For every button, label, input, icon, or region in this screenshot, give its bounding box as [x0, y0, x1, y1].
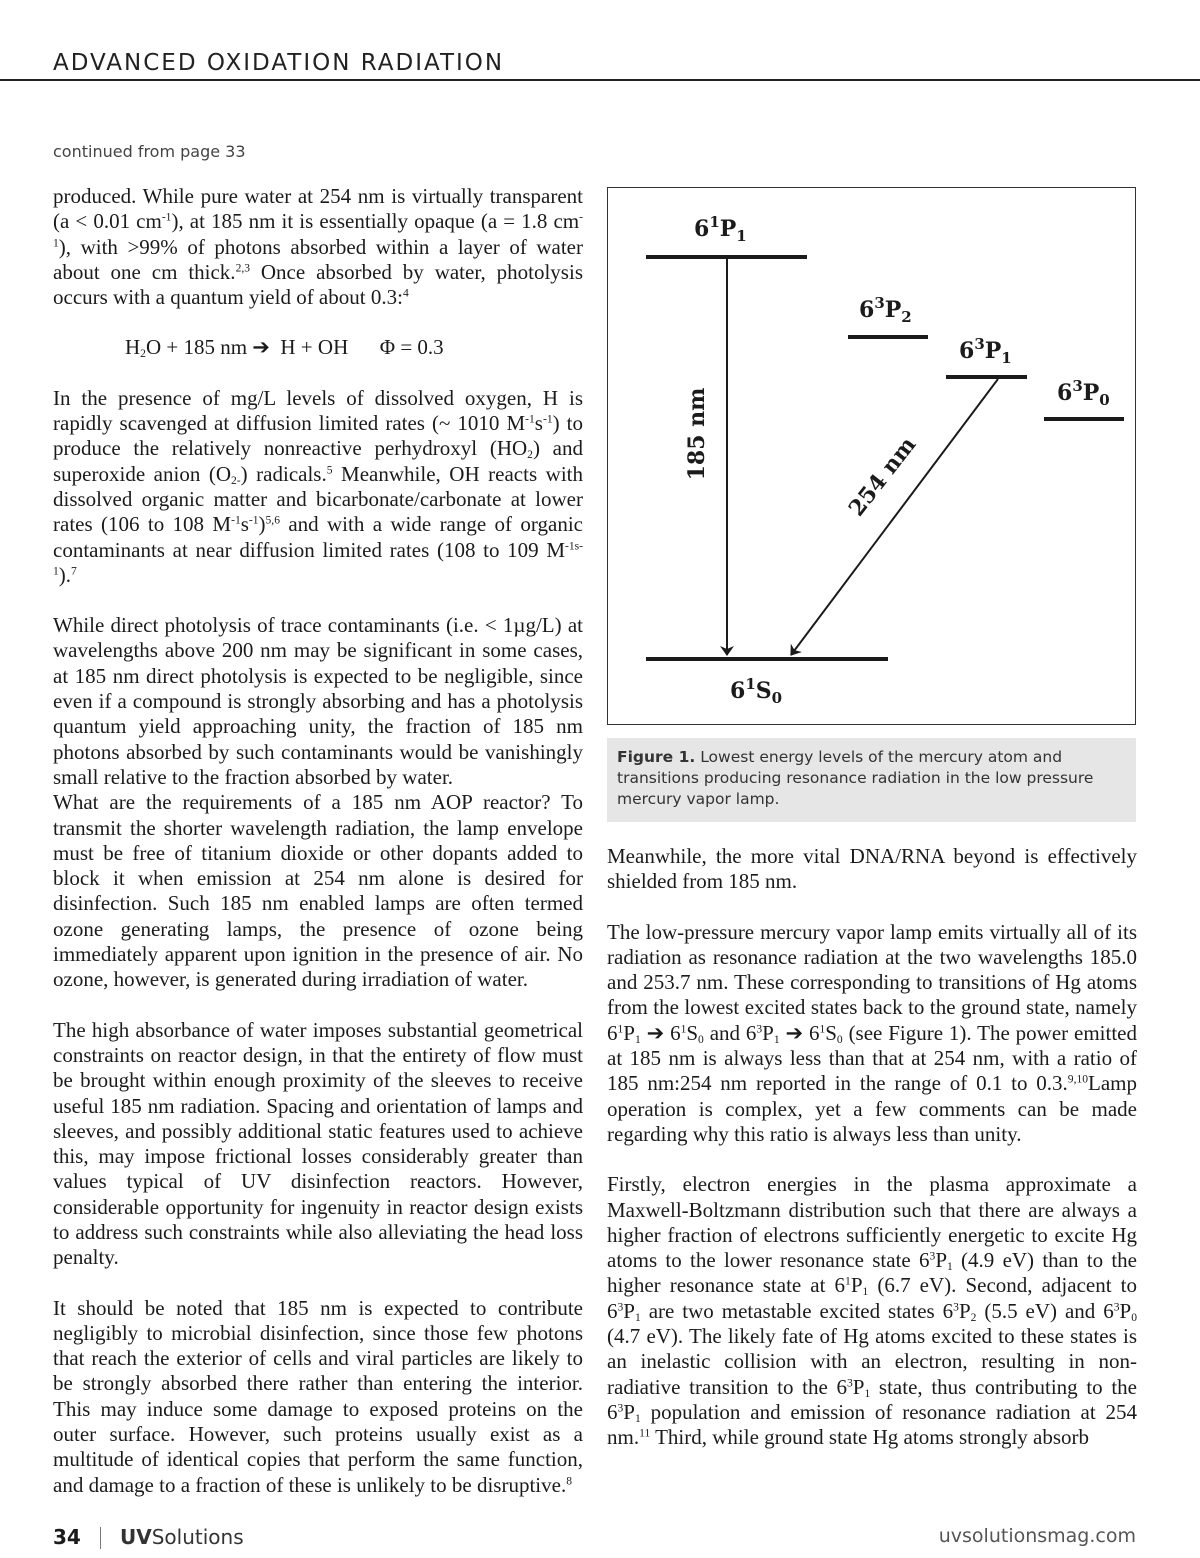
photolysis-equation: $H_2O + 185$ nm ➔ H + OH Φ = 0.3: [125, 335, 444, 361]
paragraph: The high absorbance of water imposes substantial geometrical constraints on reactor design, in that the entirety of flow must be brought within enough proximity of the sleeves to receive useful 185 nm radiation. Spacing and orientation of lamps and sleeves, and possibly additional static features used to achieve this, may impose frictional losses considerably greater than values typical of UV disinfection reactors. However, considerable opportunity for ingenuity in reactor design exists to address such constraints while also alleviating the head loss penalty.: [53, 1017, 583, 1270]
level-label-6-1p1: $6^1P_1$: [694, 213, 747, 245]
level-label-6-1s0: $6^1S_0$: [730, 675, 783, 707]
right-column: [607, 844, 1137, 1451]
publication-brand: UVSolutions: [120, 1525, 244, 1549]
section-header: ADVANCED OXIDATION RADIATION: [53, 50, 505, 76]
website-link[interactable]: uvsolutionsmag.com: [938, 1525, 1136, 1547]
header-rule: [0, 79, 1200, 81]
energy-level-diagram: [607, 187, 1136, 725]
level-label-6-3p0: $6^3P_0$: [1057, 377, 1110, 409]
paragraph: Meanwhile, the more vital DNA/RNA beyond is effectively shielded from 185 nm.: [607, 844, 1137, 894]
paragraph: While direct photolysis of trace contaminants (i.e. < 1µg/L) at wavelengths above 200 nm may be significant in some cases, at 185 nm direct photolysis is expected to be negligible, since even if a compound is strongly absorbing and has a photolysis quantum yield approaching unity, the fraction of 185 nm photons absorbed by such contaminants would be vanishingly small relative to the fraction absorbed by water.: [53, 613, 583, 789]
transition-label-185: 185 nm: [684, 387, 710, 481]
paragraph: What are the requirements of a 185 nm AOP reactor? To transmit the shorter wavelength radiation, the lamp envelope must be free of titanium dioxide or other dopants added to block it when emission at 254 nm alone is desired for disinfection. Such 185 nm enabled lamps are often termed ozone generating lamps, the presence of ozone being immediately apparent upon ignition in the presence of air. No ozone, however, is generated during irradiation of water.: [53, 790, 583, 992]
level-label-6-3p2: $6^3P_2$: [859, 294, 912, 326]
left-column: [53, 184, 583, 1498]
paragraph: The low-pressure mercury vapor lamp emits virtually all of its radiation as resonance radiation at the two wavelengths 185.0 and 253.7 nm. These corresponding to transitions of Hg atoms from the lowest excited states back to the ground state, namely $6^1P_1$ ➔ $6^1S_0$ and $6^3P_1$ ➔ $6^1S_0$ (see Figure 1). The power emitted at 185 nm is always less than that at 254 nm, with a ratio of 185 nm:254 nm reported in the range of 0.1 to 0.3.$^{9,10}$Lamp operation is complex, yet a few comments can be made regarding why this ratio is always less than unity.: [607, 919, 1137, 1146]
paragraph: Firstly, electron energies in the plasma approximate a Maxwell-Boltzmann distribution such that there are always a higher fraction of electrons sufficiently energetic to excite Hg atoms to the lower resonance state $6^3P_1$ (4.9 eV) than to the higher resonance state at $6^1P_1$ (6.7 eV). Second, adjacent to $6^3P_1$ are two metastable excited states $6^3P_2$ (5.5 eV) and $6^3P_0$ (4.7 eV). The likely fate of Hg atoms excited to these states is an inelastic collision with an electron, resulting in non-radiative transition to the $6^3P_1$ state, thus contributing to the $6^3P_1$ population and emission of resonance radiation at 254 nm.$^{11}$ Third, while ground state Hg atoms strongly absorb: [607, 1172, 1137, 1450]
figure-caption: Figure 1. Lowest energy levels of the mercury atom and transitions producing resonance radiation in the low pressure mercury vapor lamp.: [607, 738, 1136, 822]
footer-divider: [100, 1527, 101, 1549]
continued-note: continued from page 33: [53, 142, 246, 161]
level-label-6-3p1: $6^3P_1$: [959, 335, 1012, 367]
paragraph: It should be noted that 185 nm is expected to contribute negligibly to microbial disinfection, since those few photons that reach the exterior of cells and viral particles are likely to be strongly absorbed there rather than entering the interior. This may induce some damage to exposed proteins on the outer surface. However, such proteins usually exist as a multitude of identical copies that perform the same function, and damage to a fraction of these is unlikely to be disruptive.$^8$: [53, 1295, 583, 1497]
transition-arrow-254: [791, 379, 998, 655]
page-number: 34: [53, 1525, 81, 1549]
paragraph: produced. While pure water at 254 nm is virtually transparent (a < 0.01 $cm^{-1}$), at 185 nm it is essentially opaque (a = 1.8 $cm^{-1}$), with >99% of photons absorbed within a layer of water about one cm thick.$^{2,3}$ Once absorbed by water, photolysis occurs with a quantum yield of about 0.3:$^4$: [53, 184, 584, 310]
transition-label-254: 254 nm: [843, 432, 922, 522]
paragraph: In the presence of mg/L levels of dissolved oxygen, H is rapidly scavenged at diffusion limited rates (~ 1010 $M^{-1}s^{-1}$) to produce the relatively nonreactive perhydroxyl $(HO_2)$ and superoxide anion $(O_{2-})$ radicals.$^5$ Meanwhile, OH reacts with dissolved organic matter and bicarbonate/carbonate at lower rates (106 to 108 $M^{-1}s^{-1})^{5,6}$ and with a wide range of organic contaminants at near diffusion limited rates (108 to 109 $M^{-1s-1}).^7$: [53, 385, 583, 587]
